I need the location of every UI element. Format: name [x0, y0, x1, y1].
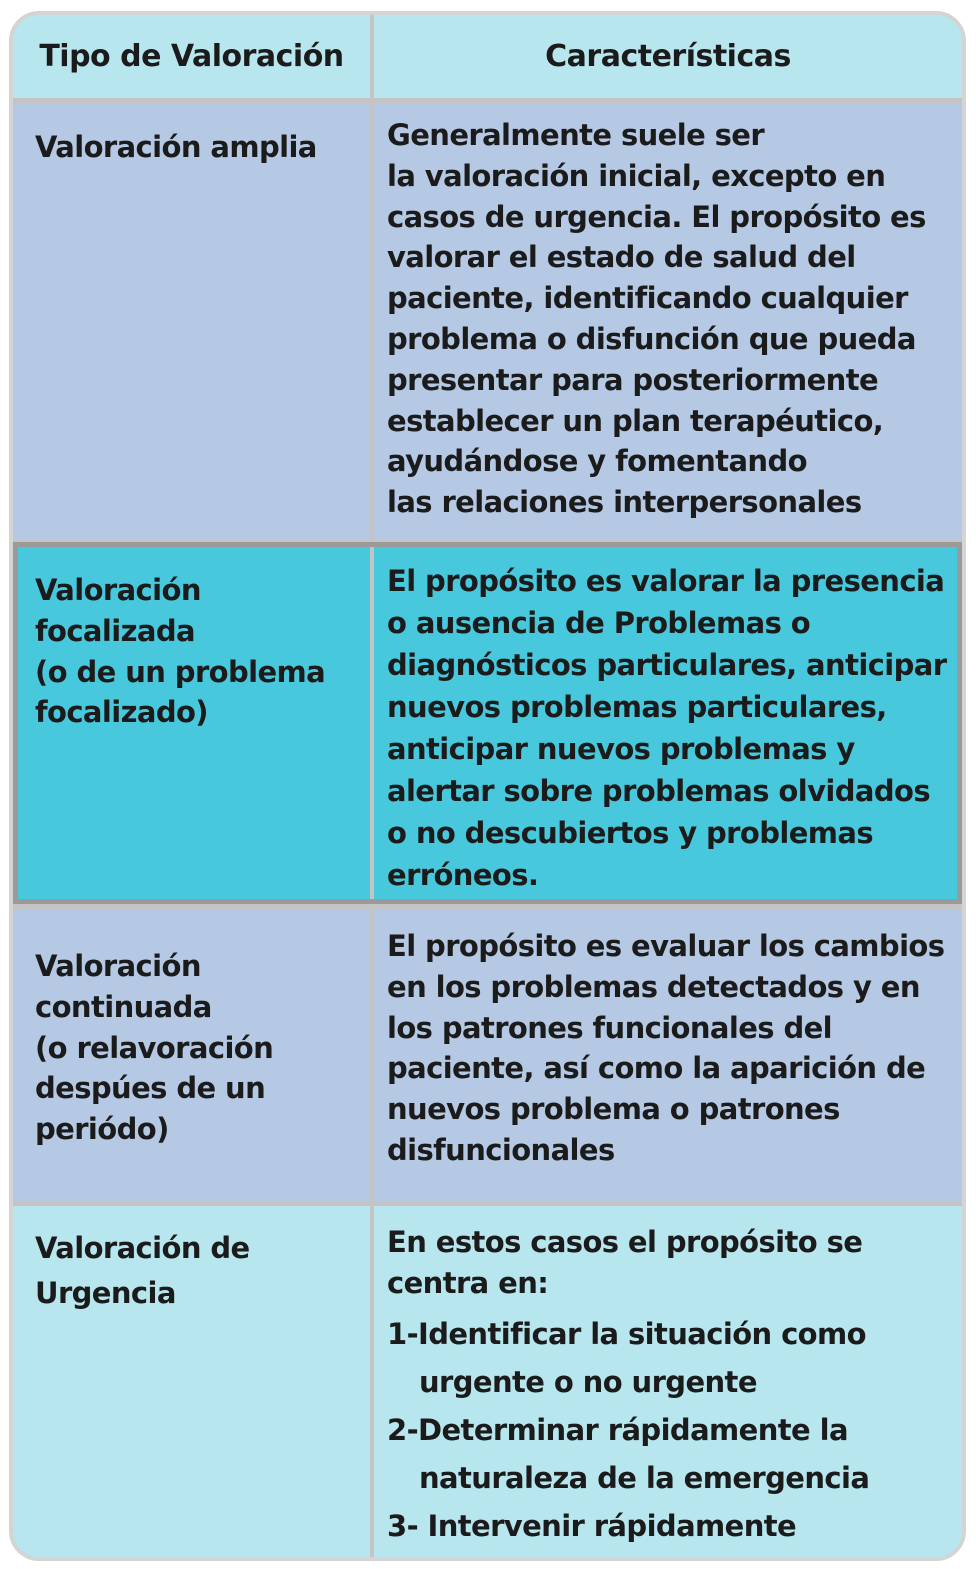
list-item-cont: naturaleza de la emergencia — [419, 1460, 870, 1495]
row-divider — [13, 1201, 962, 1206]
list-item — [387, 1310, 962, 1406]
row-description: Generalmente suele ser la valoración inicial, excepto en casos de urgencia. El propósito es valorar el estado de salud del paciente, identificando cualquier problema o disfunción que pueda presentar para posteriormente establecer un plan terapéutico, ayudándose y fomentando las relaciones interpersonales — [387, 118, 926, 520]
list-item-lead: 2-Determinar rápidamente la — [387, 1412, 848, 1447]
list-item-cont: urgente o no urgente — [419, 1364, 757, 1399]
table-header — [13, 15, 962, 98]
row-type: Valoración focalizada (o de un problema focalizado) — [35, 573, 326, 730]
row-divider — [13, 904, 962, 909]
table-row-valoracion-continuada — [13, 909, 962, 1201]
assessment-types-table — [9, 11, 966, 1561]
list-item — [387, 1406, 962, 1502]
table-row-valoracion-focalizada — [13, 542, 962, 904]
header-tipo: Tipo de Valoración — [39, 39, 344, 74]
row-type: Valoración amplia — [35, 130, 317, 164]
list-item — [387, 1502, 962, 1550]
row-description: El propósito es valorar la presencia o ausencia de Problemas o diagnósticos particulares, anticipar nuevos problemas particulares, anticipar nuevos problemas y alertar sobre problemas olvidados o no descubiertos y problemas erróneos. — [387, 564, 947, 892]
table-row-valoracion-amplia — [13, 103, 962, 540]
row-divider — [13, 540, 962, 542]
row-divider — [13, 98, 962, 103]
row-type: Valoración continuada (o relavoración despúes de un periódo) — [35, 949, 274, 1147]
row-type: Valoración de Urgencia — [35, 1231, 250, 1310]
column-divider — [370, 15, 374, 1557]
list-item-lead: 3- Intervenir rápidamente — [387, 1508, 797, 1543]
table-row-valoracion-urgencia — [13, 1206, 962, 1561]
header-caracteristicas: Características — [545, 39, 791, 74]
row-description: El propósito es evaluar los cambios en los problemas detectados y en los patrones funcionales del paciente, así como la aparición de nuevos problema o patrones disfuncionales — [387, 929, 945, 1167]
list-item-lead: 1-Identificar la situación como — [387, 1316, 866, 1351]
row-intro: En estos casos el propósito se centra en: — [387, 1225, 863, 1300]
